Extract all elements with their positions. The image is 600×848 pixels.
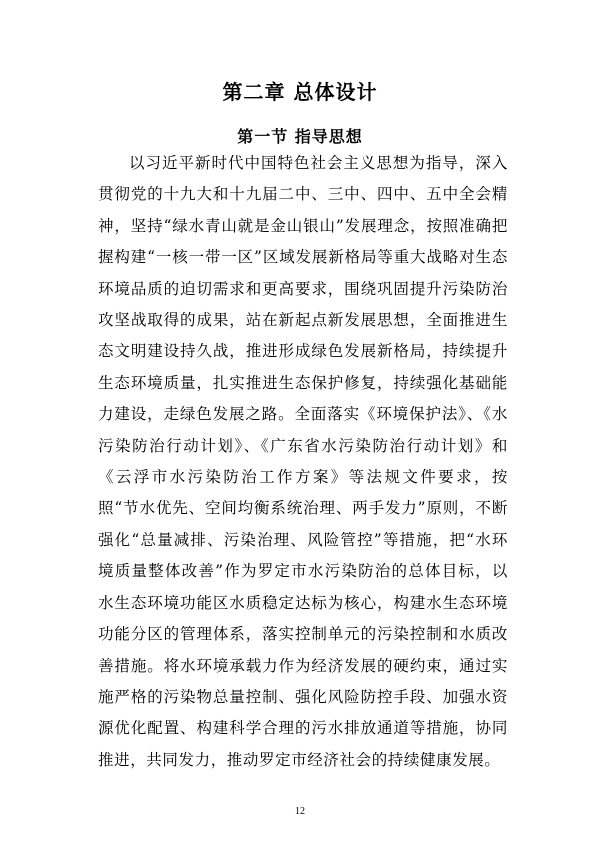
section-title: 第一节 指导思想: [237, 127, 363, 146]
page-number: 12: [295, 806, 305, 817]
chapter-title: 第二章 总体设计: [222, 80, 378, 104]
body-paragraph: 以习近平新时代中国特色社会主义思想为指导，深入贯彻党的十九大和十九届二中、三中、四中、五中全会精神，坚持“绿水青山就是金山银山”发展理念，按照准确把握构建“一核一带一区”区域发展新格局等重大战略对生态环境品质的迫切需求和更高要求，围绕巩固提升污染防治攻坚战取得的成果，站在新起点新发展思想，全面推进生态文明建设持久战，推进形成绿色发展新格局，持续提升生态环境质量，扎实推进生态保护修复，持续强化基础能力建设，走绿色发展之路。全面落实《环境保护法》、《水污染防治行动计划》、《广东省水污染防治行动计划》和《云浮市水污染防治工作方案》等法规文件要求，按照“节水优先、空间均衡系统治理、两手发力”原则，不断强化“总量减排、污染治理、风险管控”等措施，把“水环境质量整体改善”作为罗定市水污染防治的总体目标，以水生态环境功能区水质稳定达标为核心，构建水生态环境功能分区的管理体系，落实控制单元的污染控制和水质改善措施。将水环境承载力作为经济发展的硬约束，通过实施严格的污染物总量控制、强化风险防控手段、加强水资源优化配置、构建科学合理的污水排放通道等措施，协同推进，共同发力，推动罗定市经济社会的持续健康发展。: [98, 154, 508, 769]
